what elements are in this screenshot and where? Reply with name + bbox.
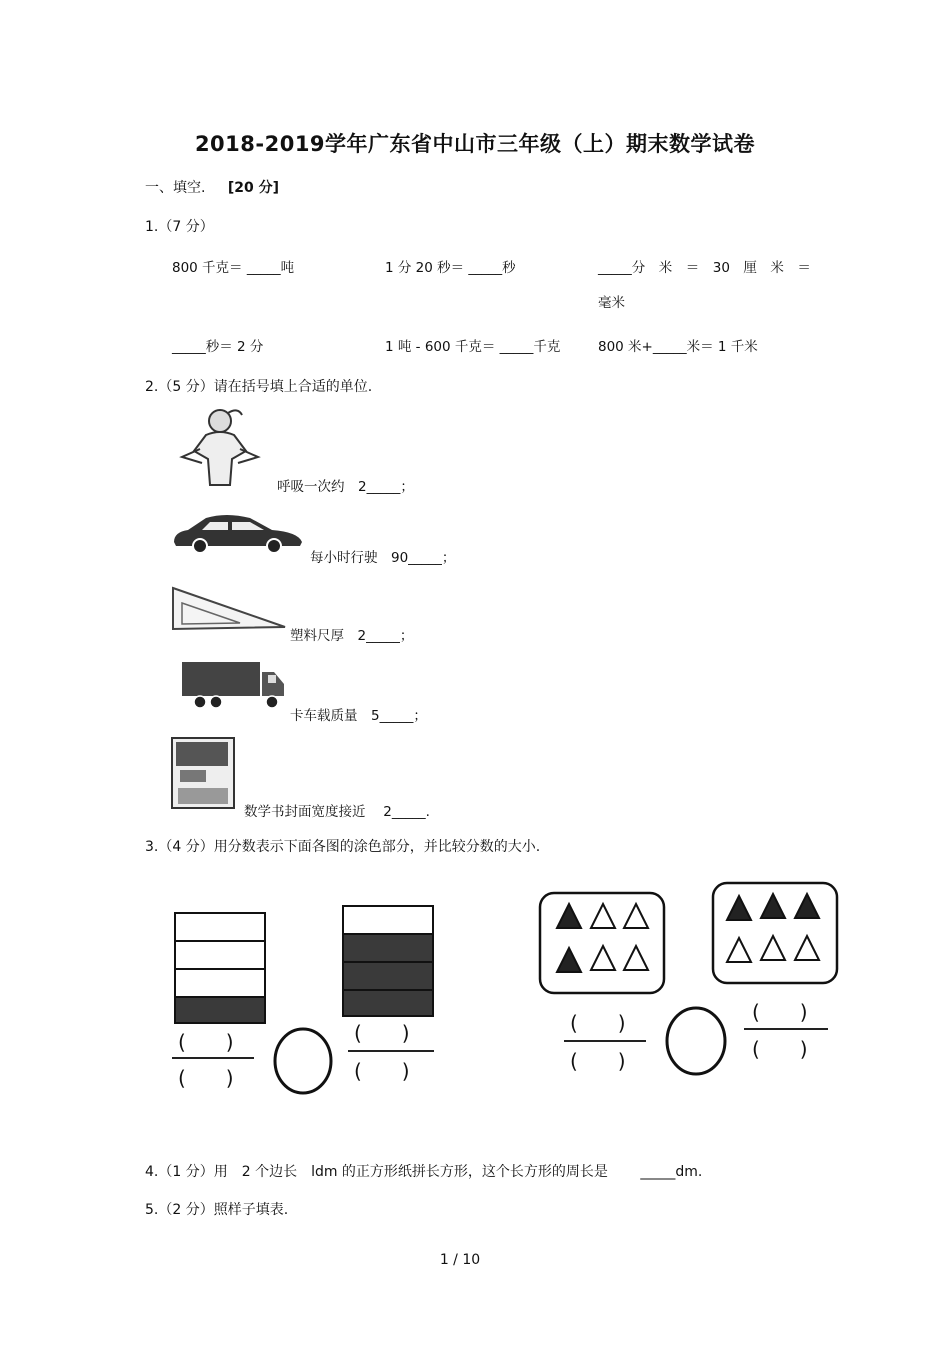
fraction-bar-1 xyxy=(170,905,270,1023)
book-icon xyxy=(170,736,240,810)
fraction-1-denominator: ( ) xyxy=(178,1066,234,1090)
fraction-bar-2 xyxy=(338,900,438,1020)
fraction-3-denominator: ( ) xyxy=(570,1049,626,1073)
fraction-3-numerator: ( ) xyxy=(570,1011,626,1035)
q2-item-breath: 呼吸一次约 2_____； xyxy=(277,479,414,495)
fraction-4-denominator: ( ) xyxy=(752,1037,808,1061)
q1-header: 1.（7 分） xyxy=(145,219,214,235)
compare-circle-2 xyxy=(664,1005,728,1077)
q5-text: 5.（2 分）照样子填表. xyxy=(145,1202,289,1218)
q1-blank-3-unit: 毫米 xyxy=(598,295,625,311)
compare-circle-1 xyxy=(272,1026,334,1096)
fraction-4-numerator: ( ) xyxy=(752,1000,808,1024)
page-title: 2018-2019学年广东省中山市三年级（上）期末数学试卷 xyxy=(194,132,756,156)
fraction-4-line xyxy=(744,1028,828,1030)
fraction-3-line xyxy=(564,1040,646,1042)
q1-blank-6: 800 米+_____米＝ 1 千米 xyxy=(598,339,758,355)
q4-text: 4.（1 分）用 2 个边长 ldm 的正方形纸拼长方形，这个长方形的周长是 _____dm. xyxy=(145,1164,703,1180)
q1-blank-4: _____秒＝ 2 分 xyxy=(172,339,264,355)
q1-blank-3: _____分 米 ＝ 30 厘 米 ＝ xyxy=(598,260,811,276)
q2-item-ruler: 塑料尺厚 2_____； xyxy=(290,628,414,644)
section-label: 一、填空. xyxy=(145,180,206,196)
q2-item-truck: 卡车载质量 5_____； xyxy=(290,708,427,724)
fraction-2-line xyxy=(348,1050,434,1052)
fraction-1-line xyxy=(172,1057,254,1059)
q2-header: 2.（5 分）请在括号填上合适的单位. xyxy=(145,379,373,395)
q1-blank-5: 1 吨 - 600 千克＝ _____千克 xyxy=(385,339,561,355)
q1-blank-1: 800 千克＝ _____吨 xyxy=(172,260,295,276)
q3-header: 3.（4 分）用分数表示下面各图的涂色部分，并比较分数的大小. xyxy=(145,839,541,855)
triangle-group-2 xyxy=(710,880,840,986)
triangle-group-1 xyxy=(537,890,667,996)
car-icon xyxy=(170,512,305,554)
fraction-1-numerator: ( ) xyxy=(178,1030,234,1054)
fraction-2-numerator: ( ) xyxy=(354,1021,410,1045)
q1-blank-2: 1 分 20 秒＝ _____秒 xyxy=(385,260,516,276)
section-1-label xyxy=(145,177,279,197)
section-score: [20 分] xyxy=(227,180,280,196)
person-icon xyxy=(170,405,270,487)
fraction-2-denominator: ( ) xyxy=(354,1059,410,1083)
q2-item-book: 数学书封面宽度接近 2_____. xyxy=(244,804,430,820)
triangle-ruler-icon xyxy=(170,585,288,633)
page-number: 1 / 10 xyxy=(439,1252,481,1268)
q2-item-car: 每小时行驶 90_____； xyxy=(310,550,456,566)
truck-icon xyxy=(180,658,286,710)
